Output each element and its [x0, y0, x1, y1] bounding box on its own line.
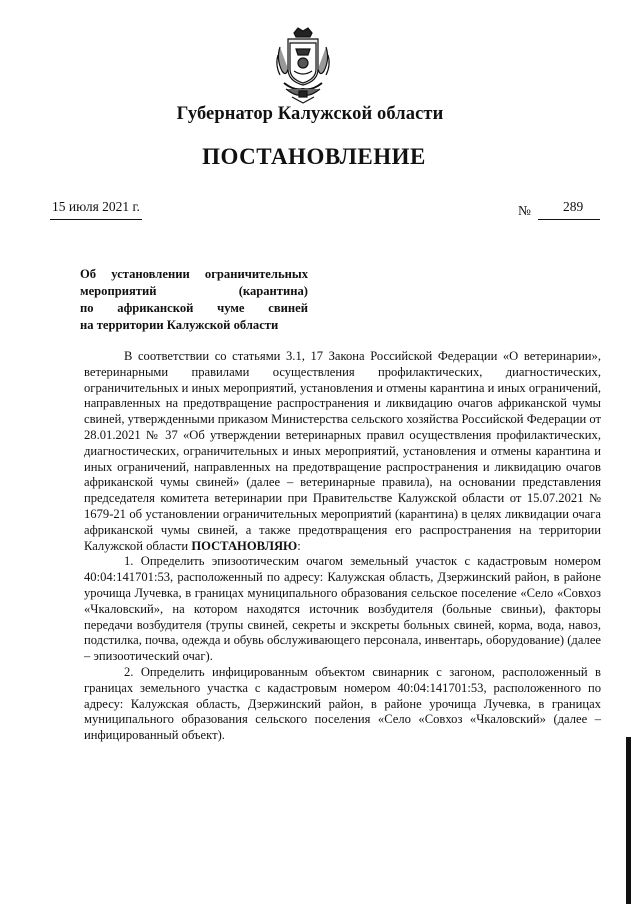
subject-line: по африканской чуме свиней: [80, 301, 308, 315]
subject-line: мероприятий (карантина): [80, 284, 308, 298]
number-underline: [538, 219, 600, 220]
issuer-title: Губернатор Калужской области: [176, 104, 444, 124]
document-number: 289: [563, 199, 584, 214]
subject-line: на территории Калужской области: [80, 318, 279, 332]
subject-line: Об установлении ограничительных: [80, 267, 308, 281]
clause-paragraph-1: 1. Определить эпизоотическим очагом земельный участок с кадастровым номером 40:04:141701:53, расположенный по адресу: Калужская область, Дзержинский район, в районе урочища Лучевка, в границах муниципального образования сельское поселение «Село «Совхоз «Чкаловский», на котором находятся источник возбудителя (больные свиньи), факторы передачи возбудителя (трупы свиней, секреты и экскреты больных свиней, корма, вода, навоз, подстилка, почва, одежда и обувь обслуживающего персонала, инвентарь, оборудование) (далее – эпизоотический очаг).: [84, 554, 601, 664]
document-subject: [80, 266, 308, 334]
clause-paragraph-2: 2. Определить инфицированным объектом свинарник с загоном, расположенный в границах земельного участка с кадастровым номером 40:04:141701:53, расположенного по адресу: Калужская область, Дзержинский район, в районе урочища Лучевка, в границах муниципального образования сельского поселения «Село «Совхоз «Чкаловский» (далее – инфицированный объект).: [84, 664, 601, 743]
number-label: №: [518, 203, 531, 218]
scan-edge-mark: [626, 737, 631, 904]
document-date: 15 июля 2021 г.: [52, 199, 140, 214]
document-type-title: ПОСТАНОВЛЕНИЕ: [202, 144, 426, 169]
document-body: [84, 349, 601, 744]
preamble-text: В соответствии со статьями 3.1, 17 Закона Российской Федерации «О ветеринарии», ветеринарными правилами осуществления профилактических, диагностических, ограничительных и иных мероприятий, установления и отмены карантина и иных ограничений, направленных на предотвращение распространения и ликвидацию очагов африканской чумы свиней, утвержденными приказом Министерства сельского хозяйства Российской Федерации от 28.01.2021 № 37 «Об утверждении ветеринарных правил осуществления профилактических, диагностических, ограничительных и иных мероприятий, установления и отмены карантина и иных ограничений, направленных на предотвращение распространения и ликвидацию очагов африканской чумы свиней» (далее – ветеринарные правила), на основании представления председателя комитета ветеринарии при Правительстве Калужской области от 15.07.2021 № 1679-21 об установлении ограничительных мероприятий (карантина) в целях ликвидации очага африканской чумы свиней, а также предотвращения его распространения на территории Калужской области: [84, 349, 601, 553]
resolution-keyword: ПОСТАНОВЛЯЮ: [191, 538, 298, 553]
preamble-paragraph: В соответствии со статьями 3.1, 17 Закона Российской Федерации «О ветеринарии», ветеринарными правилами осуществления профилактических, диагностических, ограничительных и иных мероприятий, установления и отмены карантина и иных ограничений, направленных на предотвращение распространения и ликвидацию очагов африканской чумы свиней, утвержденными приказом Министерства сельского хозяйства Российской Федерации от 28.01.2021 № 37 «Об утверждении ветеринарных правил осуществления профилактических, диагностических, ограничительных и иных мероприятий, установления и отмены карантина и иных ограничений, направленных на предотвращение распространения и ликвидацию очагов африканской чумы свиней» (далее – ветеринарные правила), на основании представления председателя комитета ветеринарии при Правительстве Калужской области от 15.07.2021 № 1679-21 об установлении ограничительных мероприятий (карантина) в целях ликвидации очага африканской чумы свиней, а также предотвращения его распространения на территории Калужской области ПОСТАНОВЛЯЮ:: [84, 349, 601, 553]
coat-of-arms-icon: [274, 25, 332, 105]
date-underline: [50, 219, 142, 220]
